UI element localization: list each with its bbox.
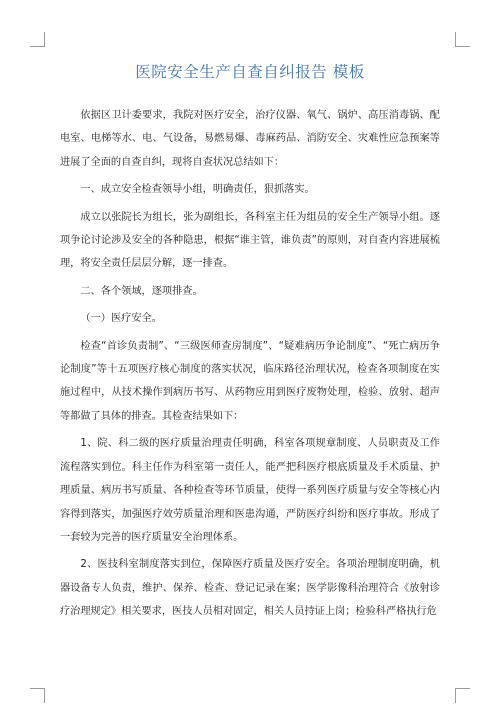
crop-mark-top-right: [455, 32, 470, 47]
crop-mark-bottom-left: [30, 688, 45, 703]
paragraph-item-1: 1、院、科二级的医疗质量治理责任明确，科室各项规章制度、人员职责及工作流程落实到位。科主任作为科室第一责任人，能严把科医疗根底质量及手术质量、护理质量、病历书写质量、各种检查等环节质量，使得一系列医疗质量与安全等核心内容得到落实，加强医疗效劳质量治理和医患沟通，严防医疗纠纷和医疗事故。形成了一套较为完善的医疗质量安全治理体系。: [60, 438, 440, 543]
crop-mark-top-left: [30, 32, 45, 47]
paragraph-core-systems-check: 检查“首诊负责制”、“三级医师查房制度”、“疑难病历争论制度”、“死亡病历争论制度”等十五项医疗核心制度的落实状况，临床路径治理状况，检查各项制度在实施过程中，从技术操作到病历书写、从药物应用到医疗废物处理，检验、放射、超声等都做了具体的排查。其检查结果如下：: [60, 340, 440, 422]
paragraph-leadership-group: 成立以张院长为组长，张为副组长，各科室主任为组员的安全生产领导小组。逐项争论讨论涉及安全的各种隐患，根据“谁主管，谁负责”的原则，对自查内容进展梳理，将安全责任层层分解，逐一排查。: [60, 211, 440, 270]
crop-mark-bottom-right: [455, 688, 470, 703]
paragraph-medical-safety-heading: （一）医疗安全。: [80, 313, 162, 325]
document-content: [60, 60, 440, 628]
paragraph-intro: 依据区卫计委要求，我院对医疗安全，治疗仪器、氧气、锅炉、高压消毒锅、配电室、电梯等水、电、气设备，易燃易爆、毒麻药品、消防安全、灾难性应急预案等进展了全面的自查自纠，现将自查状况总结如下：: [60, 110, 440, 168]
paragraph-section-1-heading: 一、成立安全检查领导小组，明确责任，狠抓落实。: [80, 184, 315, 196]
document-title: 医院安全生产自查自纠报告 模板: [135, 63, 365, 81]
document-body: [60, 104, 440, 624]
paragraph-item-2: 2、医技科室制度落实到位，保障医疗质量及医疗安全。各项治理制度明确，机器设备专人负责，维护、保养、检查、登记记录在案；医学影像科治理符合《放射诊疗治理规定》相关要求，医技人员相对固定，相关人员持证上岗；检验科严格执行危: [60, 559, 440, 618]
paragraph-section-2-heading: 二、各个领域，逐项排查。: [80, 285, 203, 297]
